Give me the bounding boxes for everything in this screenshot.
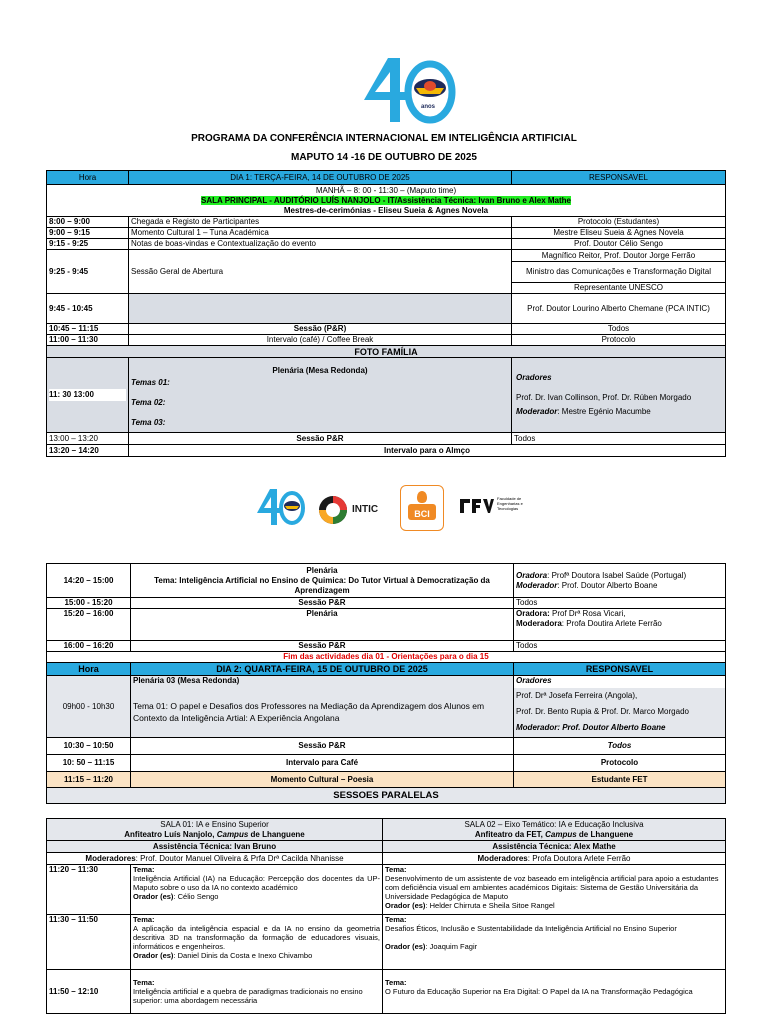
table-row bbox=[47, 433, 726, 445]
row-time: 11:50 – 12:10 bbox=[47, 970, 131, 1014]
fet-logo-text: Faculdade de Engenharias e Tecnologias bbox=[497, 496, 523, 511]
col-header-hora: Hora bbox=[47, 171, 129, 185]
room-1-tech-assist: Assistência Técnica: Ivan Bruno bbox=[47, 841, 383, 853]
afternoon-day2-table bbox=[46, 563, 726, 804]
row-responsible: Protocolo bbox=[514, 755, 726, 772]
intic-logo-text: INTIC bbox=[352, 504, 379, 515]
table-row bbox=[47, 564, 726, 598]
talk-theme: Inteligência artificial e a quebra de paradigmas tradicionais no ensino superior: uma abordagem necessária bbox=[133, 987, 363, 1005]
row-time: 15:20 – 16:00 bbox=[47, 609, 131, 641]
moderators-names: : Prof. Doutor Manuel Oliveira & Prfa Drª Cacilda Nhanisse bbox=[135, 853, 344, 863]
room-2-moderators bbox=[383, 853, 726, 865]
room-1-talk bbox=[131, 970, 383, 1014]
table-row bbox=[47, 772, 726, 788]
speakers-label: Oradores bbox=[516, 373, 552, 382]
row-time: 11:30 – 11:50 bbox=[47, 915, 131, 970]
row-activity: Plenária bbox=[131, 609, 514, 641]
theme-label: Tema: bbox=[133, 915, 155, 924]
row-time: 8:00 – 9:00 bbox=[47, 217, 129, 228]
page-title: PROGRAMA DA CONFERÊNCIA INTERNACIONAL EM INTELIGÊNCIA ARTIFICIAL bbox=[191, 133, 577, 144]
room-2-talk bbox=[383, 970, 726, 1014]
row-responsible: Todos bbox=[512, 433, 726, 445]
talk-theme: Desafios Éticos, Inclusão e Sustentabilidade da Inteligência Artificial no Ensino Superior bbox=[385, 924, 677, 933]
row-time: 14:20 – 15:00 bbox=[47, 564, 131, 598]
row-activity-empty bbox=[129, 294, 512, 324]
row-activity: Sessão Geral de Abertura bbox=[129, 250, 512, 294]
end-of-day-notice: Fim das actividades dia 01 - Orientações para o dia 15 bbox=[47, 652, 726, 663]
row-time: 10:30 – 10:50 bbox=[47, 738, 131, 755]
parallel-sessions-table bbox=[46, 818, 726, 1014]
speaker-name: : Joaquim Fagir bbox=[425, 942, 478, 951]
row-time-cell bbox=[47, 358, 129, 433]
row-activity: Sessão P&R bbox=[131, 598, 514, 609]
row-responsible: Protocolo (Estudantes) bbox=[512, 217, 726, 228]
moderator-label: Moderador bbox=[516, 580, 558, 590]
speaker-name: : Célio Sengo bbox=[173, 892, 219, 901]
row-activity: Chegada e Registo de Participantes bbox=[129, 217, 512, 228]
morning-session-header bbox=[47, 185, 726, 217]
speakers-cell bbox=[514, 609, 726, 641]
col-header-day2: DIA 2: QUARTA-FEIRA, 15 DE OUTUBRO DE 2025 bbox=[131, 663, 514, 676]
table-row bbox=[47, 335, 726, 346]
row-time: 11:00 – 11:30 bbox=[47, 335, 129, 346]
table-row bbox=[47, 970, 726, 1014]
speaker-label: Oradora bbox=[516, 570, 548, 580]
row-time: 11:20 – 11:30 bbox=[47, 865, 131, 915]
row-responsible: Magnífico Reitor, Prof. Doutor Jorge Ferrão bbox=[512, 250, 726, 262]
col-header-day1: DIA 1: TERÇA-FEIRA, 14 DE OUTUBRO DE 2025 bbox=[129, 171, 512, 185]
talk-theme: A aplicação da inteligência espacial e da IA no ensino da geometria descritiva 3D na transformação da formação de educadores visuais, informáticos e engenheiros. bbox=[133, 924, 380, 951]
talk-theme: Inteligência Artificial (IA) na Educação: Percepção dos docentes da UP-Maputo sobre o uso da IA no contexto académico bbox=[133, 874, 380, 892]
table-row bbox=[47, 641, 726, 652]
row-activity: Notas de boas-vindas e Contextualização do evento bbox=[129, 239, 512, 250]
moderators-label: Moderadores bbox=[477, 853, 528, 863]
moderator-line bbox=[516, 407, 723, 417]
row-activity: Momento Cultural 1 – Tuna Académica bbox=[129, 228, 512, 239]
main-room-highlight: SALA PRINCIPAL - AUDITÓRIO LUÍS NANJOLO - IT/Assistência Técnica: Ivan Bruno e Alex Mathe bbox=[201, 195, 571, 205]
moderator-label: Moderadora bbox=[516, 619, 562, 628]
room-1-venue-b: Campus bbox=[216, 829, 249, 839]
room-2-venue-c: de Lhanguene bbox=[576, 829, 634, 839]
speaker-label: Orador (es) bbox=[133, 892, 174, 901]
plenary-cell bbox=[129, 358, 512, 433]
morning-time: MANHÃ – 8: 00 - 11:30 – (Maputo time) bbox=[315, 185, 457, 195]
theme-label: Tema: bbox=[385, 978, 407, 987]
moderator-name: : Mestre Egénio Macumbe bbox=[557, 407, 651, 416]
moderator-name: : Prof. Doutor Alberto Boane bbox=[557, 580, 658, 590]
table-row bbox=[47, 598, 726, 609]
moderators-label: Moderadores bbox=[85, 853, 136, 863]
row-activity: Sessão P&R bbox=[131, 738, 514, 755]
bci-logo bbox=[400, 485, 444, 531]
speaker-name: : Profª Doutora Isabel Saúde (Portugal) bbox=[547, 570, 687, 580]
room-1-moderators bbox=[47, 853, 383, 865]
row-responsible: Todos bbox=[512, 324, 726, 335]
lunch-break: Intervalo para o Almço bbox=[129, 445, 726, 457]
table-row bbox=[47, 217, 726, 228]
moderators-names: : Profa Doutora Arlete Ferrão bbox=[527, 853, 631, 863]
row-time: 9:00 – 9:15 bbox=[47, 228, 129, 239]
row-time: 15:00 - 15:20 bbox=[47, 598, 131, 609]
room-2-title: SALA 02 – Eixo Temático: IA e Educação Inclusiva bbox=[464, 819, 644, 829]
table-row bbox=[47, 358, 726, 433]
plenary-label: Plenária bbox=[306, 565, 338, 575]
bci-logo-text: BCI bbox=[414, 509, 430, 519]
room-1-talk bbox=[131, 915, 383, 970]
row-time: 10: 50 – 11:15 bbox=[47, 755, 131, 772]
masters-of-ceremony: Mestres-de-cerimónias - Eliseu Sueia & Agnes Novela bbox=[283, 205, 489, 215]
talk-theme: Desenvolvimento de um assistente de voz baseado em inteligência artificial para apoio a estudantes com deficiência visual em ambientes académicos Digitais: Sistema de Gestão Universitária da Universidade Pedagógica de Maputo bbox=[385, 874, 719, 901]
room-2-header bbox=[383, 819, 726, 841]
bci-badge bbox=[408, 504, 436, 520]
speaker-label: Orador (es) bbox=[385, 942, 426, 951]
row-responsible: Estudante FET bbox=[514, 772, 726, 788]
plenary-theme: Tema: Inteligência Artificial no Ensino de Quimica: Do Tutor Virtual à Democratização da Aprendizagem bbox=[154, 575, 490, 595]
page-subtitle: MAPUTO 14 -16 DE OUTUBRO DE 2025 bbox=[291, 152, 477, 163]
room-2-venue bbox=[385, 830, 723, 840]
table-row bbox=[47, 738, 726, 755]
row-activity: Intervalo para Café bbox=[131, 755, 514, 772]
talk-theme: O Futuro da Educação Superior na Era Digital: O Papel da IA na Transformação Pedagógica bbox=[385, 987, 693, 996]
speaker-name: : Daniel Dinis da Costa e Inexo Chivambo bbox=[173, 951, 313, 960]
anniversary-logo bbox=[358, 52, 458, 126]
row-responsible: Todos bbox=[514, 738, 726, 755]
partner-logos bbox=[255, 485, 523, 533]
table-row bbox=[47, 250, 726, 262]
speaker-1: Prof. Drª Josefa Ferreira (Angola), bbox=[516, 691, 638, 700]
table-row bbox=[47, 865, 726, 915]
speakers-cell bbox=[514, 564, 726, 598]
room-1-venue-c: de Lhanguene bbox=[248, 829, 305, 839]
plenary-title: Plenária 03 (Mesa Redonda) bbox=[133, 676, 240, 685]
room-1-talk bbox=[131, 865, 383, 915]
table-row bbox=[47, 324, 726, 335]
room-2-venue-b: Campus bbox=[545, 829, 577, 839]
row-activity: Sessão P&R bbox=[131, 641, 514, 652]
plenary-theme-1: Temas 01: bbox=[131, 378, 170, 387]
plenary-cell bbox=[131, 676, 514, 738]
room-2-venue-a: Anfiteatro da FET, bbox=[474, 829, 546, 839]
row-time: 13:00 – 13:20 bbox=[47, 433, 129, 445]
parallel-sessions-banner: SESSOES PARALELAS bbox=[47, 788, 726, 804]
row-activity: Intervalo (café) / Coffee Break bbox=[129, 335, 512, 346]
row-responsible: Mestre Eliseu Sueia & Agnes Novela bbox=[512, 228, 726, 239]
plenary-title: Plenária (Mesa Redonda) bbox=[272, 366, 368, 375]
moderator-label: Moderador bbox=[516, 407, 558, 416]
room-2-tech-assist: Assistência Técnica: Alex Mathe bbox=[383, 841, 726, 853]
room-1-header bbox=[47, 819, 383, 841]
theme-label: Tema: bbox=[133, 978, 155, 987]
speakers-cell bbox=[514, 676, 726, 738]
theme-label: Tema: bbox=[385, 865, 407, 874]
table-row bbox=[47, 228, 726, 239]
fet-logo-mark bbox=[460, 499, 494, 518]
row-activity: Momento Cultural – Poesia bbox=[131, 772, 514, 788]
speaker-2: Prof. Dr. Bento Rupia & Prof. Dr. Marco Morgado bbox=[516, 707, 689, 716]
speaker-name: : Helder Chirruta e Sheila Sitoe Rangel bbox=[425, 901, 555, 910]
speakers-cell bbox=[512, 358, 726, 433]
anniversary-small-logo bbox=[255, 487, 305, 532]
speaker-name: Prof Drª Rosa Vicari, bbox=[549, 609, 626, 618]
table-row bbox=[47, 755, 726, 772]
col-header-responsavel: RESPONSAVEL bbox=[512, 171, 726, 185]
speakers-list: Prof. Dr. Ivan Collinson, Prof. Dr. Rúben Morgado bbox=[516, 393, 692, 402]
table-row bbox=[47, 609, 726, 641]
room-1-venue-a: Anfiteatro Luís Nanjolo, bbox=[124, 829, 217, 839]
room-2-talk bbox=[383, 865, 726, 915]
row-time: 09h00 - 10h30 bbox=[47, 676, 131, 738]
room-2-talk bbox=[383, 915, 726, 970]
intic-logo-icon bbox=[318, 495, 348, 530]
family-photo-banner: FOTO FAMÍLIA bbox=[47, 346, 726, 358]
room-1-title: SALA 01: IA e Ensino Superior bbox=[160, 819, 269, 829]
moderator-name: : Profa Doutira Arlete Ferrão bbox=[561, 619, 662, 628]
theme-label: Tema: bbox=[133, 865, 155, 874]
speaker-label: Oradora: bbox=[516, 609, 550, 618]
moderator: Moderador: Prof. Doutor Alberto Boane bbox=[516, 723, 666, 732]
row-time: 10:45 – 11:15 bbox=[47, 324, 129, 335]
row-responsible: Ministro das Comunicações e Transformação Digital bbox=[512, 262, 726, 283]
row-responsible: Todos bbox=[514, 598, 726, 609]
plenary-theme-3: Tema 03: bbox=[131, 418, 166, 427]
row-time: 13:20 – 14:20 bbox=[47, 445, 129, 457]
row-responsible: Representante UNESCO bbox=[512, 283, 726, 294]
theme-label: Tema: bbox=[385, 915, 407, 924]
table-row bbox=[47, 676, 726, 738]
row-responsible: Prof. Doutor Célio Sengo bbox=[512, 239, 726, 250]
speaker-label: Orador (es) bbox=[385, 901, 426, 910]
row-activity: Sessão P&R bbox=[129, 433, 512, 445]
speaker-label: Orador (es) bbox=[133, 951, 174, 960]
row-responsible: Todos bbox=[514, 641, 726, 652]
table-row bbox=[47, 294, 726, 324]
row-time: 11: 30 13:00 bbox=[49, 389, 126, 401]
plenary-cell bbox=[131, 564, 514, 598]
plenary-theme: Tema 01: O papel e Desafios dos Professores na Mediação da Aprendizagem dos Alunos em Contexto da Inteligência Artial: A Experiência Angolana bbox=[133, 701, 485, 723]
col-header-hora: Hora bbox=[47, 663, 131, 676]
main-room-label bbox=[49, 196, 723, 206]
row-time: 9:15 - 9:25 bbox=[47, 239, 129, 250]
row-time: 16:00 – 16:20 bbox=[47, 641, 131, 652]
bci-flame-icon bbox=[417, 491, 427, 503]
table-row bbox=[47, 445, 726, 457]
col-header-responsavel: RESPONSAVEL bbox=[514, 663, 726, 676]
row-time: 9:25 - 9:45 bbox=[47, 250, 129, 294]
row-responsible: Prof. Doutor Lourino Alberto Chemane (PCA INTIC) bbox=[512, 294, 726, 324]
plenary-theme-2: Tema 02: bbox=[131, 398, 166, 407]
room-1-venue bbox=[49, 830, 380, 840]
row-responsible: Protocolo bbox=[512, 335, 726, 346]
row-time: 11:15 – 11:20 bbox=[47, 772, 131, 788]
row-activity: Sessão (P&R) bbox=[129, 324, 512, 335]
logo-caption: anos bbox=[421, 104, 436, 110]
table-row bbox=[47, 915, 726, 970]
table-row bbox=[47, 239, 726, 250]
row-time: 9:45 - 10:45 bbox=[47, 294, 129, 324]
speakers-label: Oradores bbox=[514, 676, 725, 688]
day1-schedule-table bbox=[46, 170, 726, 457]
